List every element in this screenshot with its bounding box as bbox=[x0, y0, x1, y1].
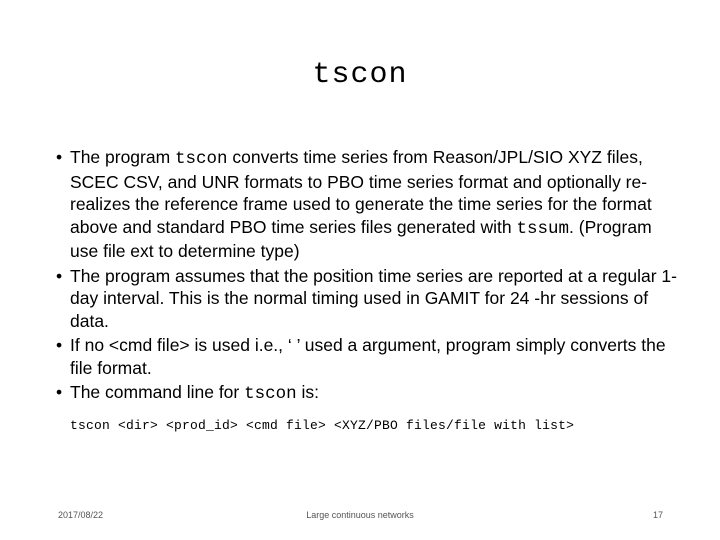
bullet-item bbox=[54, 146, 680, 263]
page-number: 17 bbox=[652, 510, 663, 520]
bullet-text: The command line for bbox=[70, 382, 245, 402]
program-name: tssum bbox=[516, 218, 570, 239]
bullet-text: is: bbox=[296, 382, 319, 402]
bullet-text: If no <cmd file> is used i.e., ‘ ’ used a argument, program simply converts the file format. bbox=[70, 335, 666, 378]
bullet-text: The program bbox=[70, 147, 176, 167]
bullet-item bbox=[54, 334, 680, 379]
footer-date: 2017/08/22 bbox=[58, 510, 104, 520]
bullet-marker: • bbox=[56, 147, 63, 167]
program-name: tscon bbox=[175, 149, 228, 169]
bullet-marker: • bbox=[56, 265, 63, 286]
bullet-marker: • bbox=[56, 382, 63, 402]
bullet-text: . (Program use file ext to determine type) bbox=[70, 216, 652, 261]
bullet-text: The program assumes that the position time series are reported at a regular 1-day interval. This is the normal timing used in GAMIT for 24 -hr sessions of data. bbox=[70, 265, 677, 331]
bullet-marker: • bbox=[56, 335, 63, 355]
program-name: tscon bbox=[244, 384, 297, 404]
bullet-item bbox=[54, 381, 680, 406]
command-line-example: tscon <dir> <prod_id> <cmd file> <XYZ/PBO files/file with list> bbox=[70, 418, 575, 433]
slide-title: tscon bbox=[312, 58, 408, 92]
bullet-text: converts time series from Reason/JPL/SIO XYZ files, SCEC CSV, and UNR formats to PBO time series format and optionally re-realizes the reference frame used to generate the time series for the format above and standard PBO time series files generated with bbox=[70, 147, 652, 237]
footer-title: Large continuous networks bbox=[306, 510, 414, 520]
bullet-list bbox=[54, 146, 680, 408]
bullet-item bbox=[54, 265, 680, 333]
